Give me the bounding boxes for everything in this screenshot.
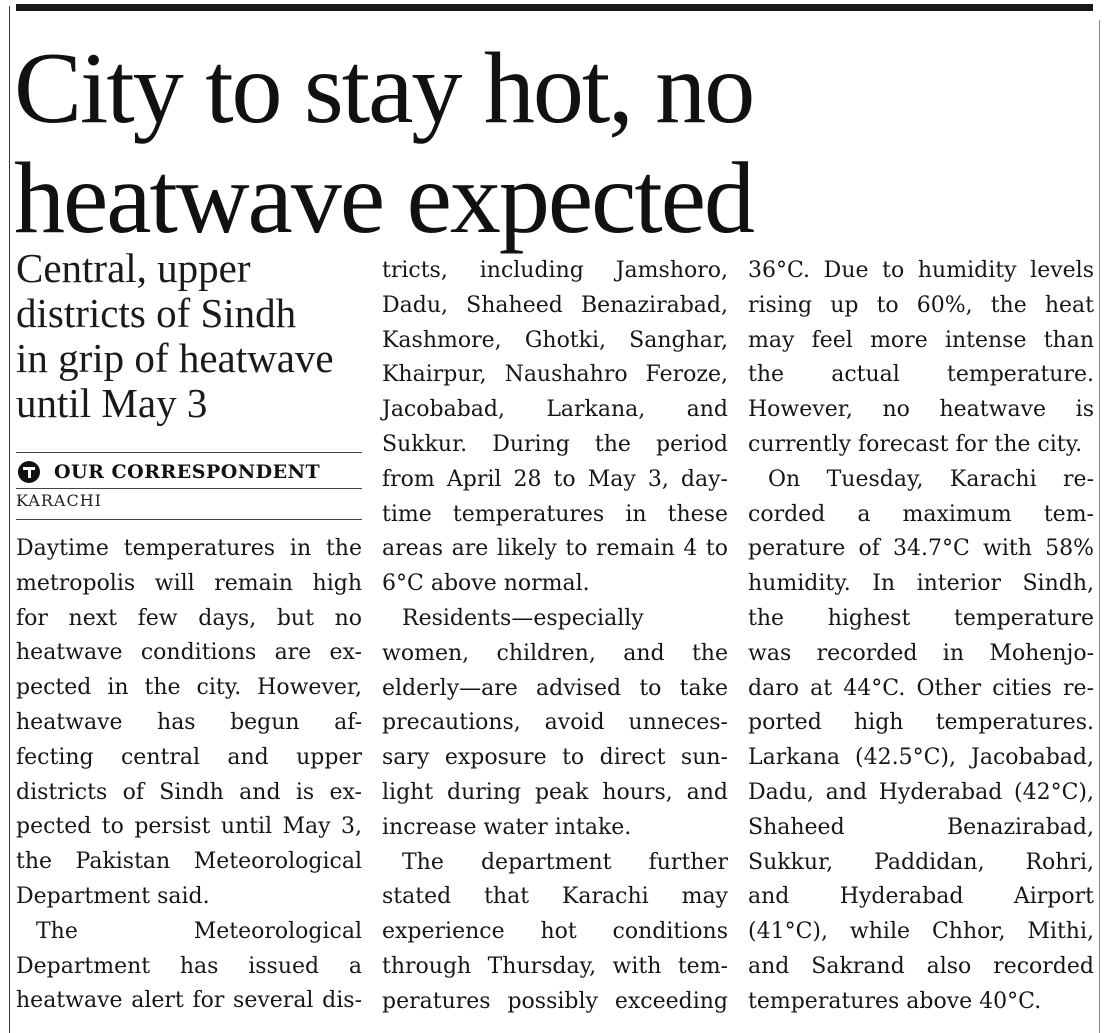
byline [16, 457, 362, 487]
text-line: and Sakrand also recorded [748, 953, 1094, 979]
text-line: temperatures above 40°C. [748, 988, 1042, 1014]
text-line: the actual temperature. [748, 362, 1094, 388]
text-line: ported high temperatures. [748, 710, 1094, 736]
text-line: peratures possibly exceeding [382, 988, 728, 1014]
text-line: The department further [402, 849, 728, 875]
text-line: time temperatures in these [382, 501, 728, 527]
article-column-3 [748, 254, 1094, 1020]
text-line: experience hot conditions [382, 919, 728, 945]
text-line: Dadu, Shaheed Benazirabad, [382, 292, 728, 318]
text-line: metropolis will remain high [16, 570, 362, 596]
text-line: and Hyderabad Airport [748, 884, 1094, 910]
text-line: daro at 44°C. Other cities re- [748, 675, 1094, 701]
text-line: Khairpur, Naushahro Feroze, [382, 362, 728, 388]
byline-author: OUR CORRESPONDENT [54, 461, 321, 483]
text-line: women, children, and the [382, 640, 728, 666]
text-line: The Meteorological [36, 918, 362, 944]
left-border [9, 6, 10, 1033]
text-line: may feel more intense than [748, 327, 1094, 353]
tribune-logo-icon [18, 461, 40, 483]
text-line: for next few days, but no [16, 605, 362, 631]
text-line: tricts, including Jamshoro, [382, 258, 728, 283]
text-line: pected in the city. However, [16, 675, 362, 701]
text-line: Jacobabad, Larkana, and [382, 397, 728, 423]
top-rule [16, 4, 1093, 11]
text-line: (41°C), while Chhor, Mithi, [748, 919, 1094, 945]
subheadline-line: districts of Sindh [16, 290, 297, 336]
byline-rule-bottom [16, 519, 362, 520]
article-column-2 [382, 254, 728, 1020]
text-line: heatwave alert for several dis- [16, 988, 362, 1014]
text-line: stated that Karachi may [382, 884, 728, 910]
text-line: corded a maximum tem- [748, 501, 1094, 527]
text-line: precautions, avoid unneces- [382, 710, 728, 736]
right-border [1099, 20, 1100, 1033]
text-line: increase water intake. [382, 814, 632, 840]
text-line: Kashmore, Ghotki, Sanghar, [382, 327, 728, 353]
dateline: KARACHI [16, 491, 102, 510]
text-line: heatwave has begun af- [16, 709, 362, 735]
text-line: the highest temperature [748, 605, 1094, 631]
text-line: perature of 34.7°C with 58% [748, 536, 1094, 562]
text-line: 36°C. Due to humidity levels [748, 258, 1094, 283]
text-line: Sukkur, Paddidan, Rohri, [748, 849, 1094, 875]
text-line: from April 28 to May 3, day- [382, 466, 728, 492]
text-line: Department said. [16, 883, 210, 909]
byline-rule-top [16, 452, 362, 453]
text-line: humidity. In interior Sindh, [748, 571, 1094, 597]
text-line: rising up to 60%, the heat [748, 292, 1094, 318]
text-line: areas are likely to remain 4 to [382, 536, 728, 562]
text-line: through Thursday, with tem- [382, 953, 728, 979]
subheadline-line: in grip of heatwave [16, 335, 334, 381]
subheadline-line: Central, upper [16, 245, 251, 291]
article-column-1 [16, 532, 362, 1019]
text-line: Dadu, and Hyderabad (42°C), [748, 779, 1094, 805]
text-line: However, no heatwave is [748, 397, 1094, 423]
text-line: On Tuesday, Karachi re- [768, 466, 1094, 492]
text-line: Residents—especially [402, 605, 644, 631]
text-line: elderly—are advised to take [382, 675, 728, 701]
text-line: Department has issued a [16, 953, 362, 979]
byline-rule-mid [16, 488, 362, 489]
text-line: pected to persist until May 3, [16, 814, 362, 840]
text-line: sary exposure to direct sun- [382, 745, 728, 771]
text-line: fecting central and upper [16, 744, 362, 770]
subheadline [16, 246, 366, 426]
text-line: districts of Sindh and is ex- [16, 779, 362, 805]
text-line: currently forecast for the city. [748, 431, 1083, 457]
text-line: 6°C above normal. [382, 571, 590, 597]
text-line: heatwave conditions are ex- [16, 640, 362, 666]
subheadline-line: until May 3 [16, 380, 208, 426]
text-line: light during peak hours, and [382, 779, 728, 805]
headline [14, 34, 1094, 254]
text-line: Shaheed Benazirabad, [748, 814, 1094, 840]
text-line: Sukkur. During the period [382, 431, 728, 457]
headline-line: City to stay hot, no [14, 32, 754, 145]
headline-line: heatwave expected [14, 142, 754, 255]
text-line: Larkana (42.5°C), Jacobabad, [748, 745, 1094, 771]
text-line: Daytime temperatures in the [16, 536, 362, 561]
text-line: the Pakistan Meteorological [16, 849, 362, 875]
text-line: was recorded in Mohenjo- [748, 640, 1094, 666]
